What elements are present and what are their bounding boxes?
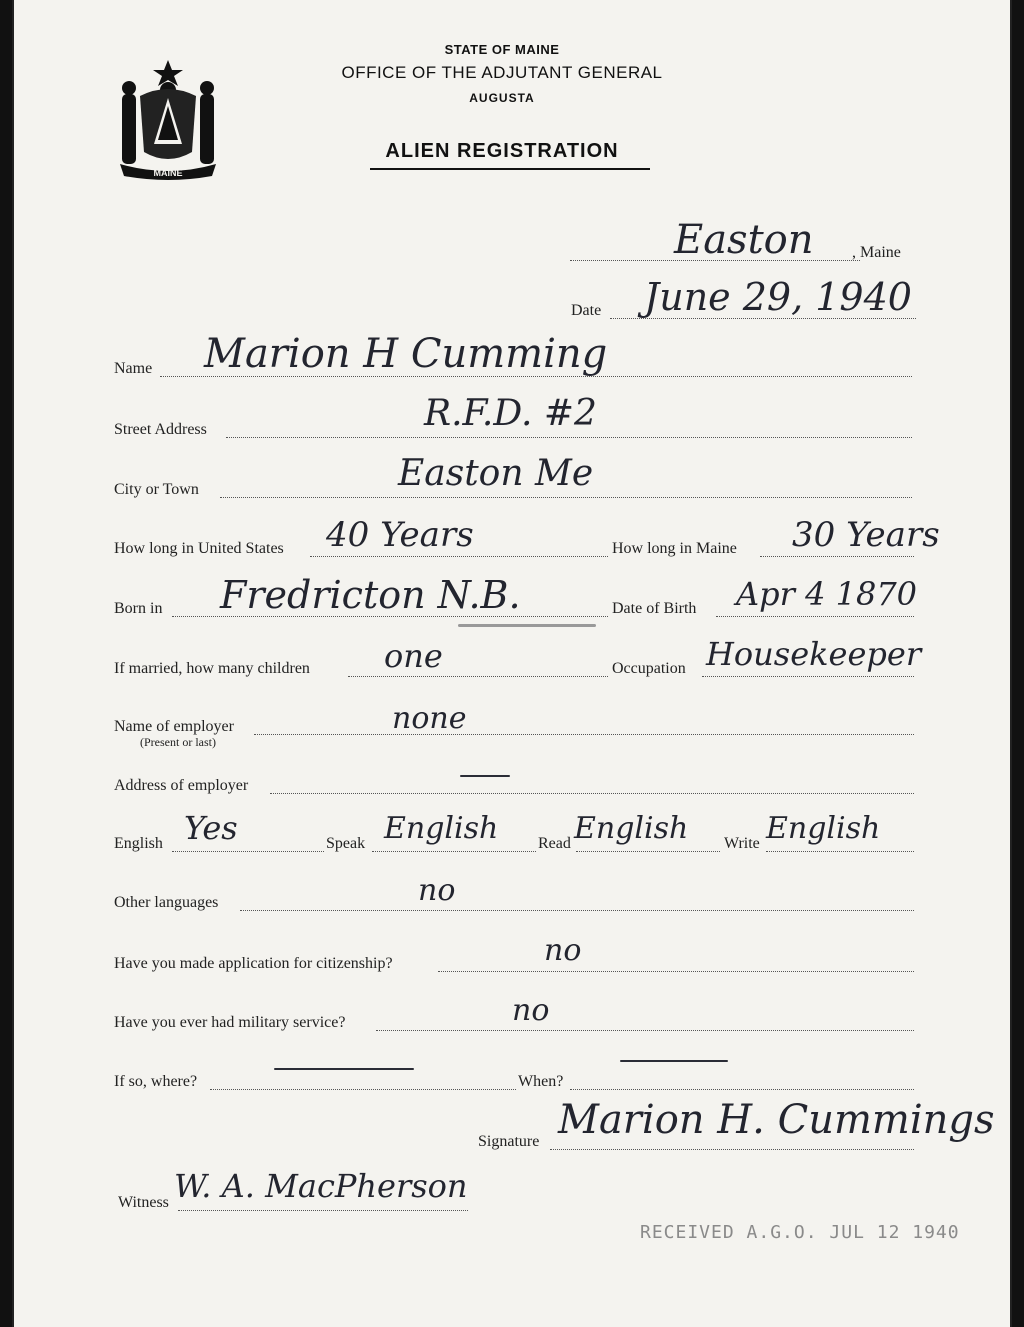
date-of-birth-label: Date of Birth [612,600,697,617]
born-in-value: Fredricton N.B. [220,573,521,617]
children-value: one [384,637,443,675]
city-heading: AUGUSTA [469,91,535,105]
signature-label: Signature [478,1133,540,1150]
registration-form [12,0,1012,1327]
read-label: Read [538,835,571,852]
date-label: Date [571,302,602,319]
other-languages-label: Other languages [114,894,219,911]
military-label: Have you ever had military service? [114,1014,346,1031]
how-long-us-value: 40 Years [326,515,474,555]
employer-address-label: Address of employer [114,777,249,794]
town-value: Easton [674,217,814,263]
street-address-label: Street Address [114,421,207,438]
city-or-town-label: City or Town [114,481,199,498]
speak-value: English [384,811,499,846]
citizenship-label: Have you made application for citizenship? [114,955,393,972]
occupation-value: Housekeeper [706,635,922,673]
maine-label: , Maine [852,244,901,261]
maine-state-seal-icon [112,56,224,180]
citizenship-value: no [544,933,582,968]
if-so-where-label: If so, where? [114,1073,198,1090]
military-value: no [512,993,550,1028]
employer-note: (Present or last) [140,735,216,749]
other-languages-value: no [418,873,456,908]
name-label: Name [114,360,153,377]
employer-address-dash [460,775,510,777]
received-stamp: RECEIVED A.G.O. JUL 12 1940 [640,1222,960,1243]
how-long-maine-label: How long in Maine [612,540,737,557]
signature-value: Marion H. Cummings [558,1097,995,1143]
date-value: June 29, 1940 [644,275,912,319]
date-of-birth-value: Apr 4 1870 [736,575,918,613]
witness-label: Witness [118,1194,169,1211]
english-label: English [114,835,163,852]
employer-name-label: Name of employer [114,718,234,735]
state-heading: STATE OF MAINE [444,42,560,57]
how-long-maine-value: 30 Years [792,515,940,555]
city-or-town-value: Easton Me [398,453,594,494]
street-address-value: R.F.D. #2 [424,393,597,434]
speak-label: Speak [326,835,366,852]
name-value: Marion H Cumming [204,331,608,377]
where-dash [274,1068,414,1070]
when-label: When? [518,1073,564,1090]
born-in-label: Born in [114,600,163,617]
svg-text:MAINE: MAINE [153,168,183,178]
how-long-us-label: How long in United States [114,540,284,557]
title-underline [370,168,650,170]
english-value: Yes [184,809,238,847]
employer-name-value: none [392,701,467,736]
office-heading: OFFICE OF THE ADJUTANT GENERAL [341,63,663,82]
occupation-label: Occupation [612,660,686,677]
write-label: Write [724,835,760,852]
read-value: English [574,811,689,846]
married-children-label: If married, how many children [114,660,310,677]
when-dash [620,1060,728,1062]
write-value: English [766,811,881,846]
form-title: ALIEN REGISTRATION [385,140,619,162]
witness-value: W. A. MacPherson [174,1167,468,1205]
born-in-pencil-underline [458,624,596,627]
